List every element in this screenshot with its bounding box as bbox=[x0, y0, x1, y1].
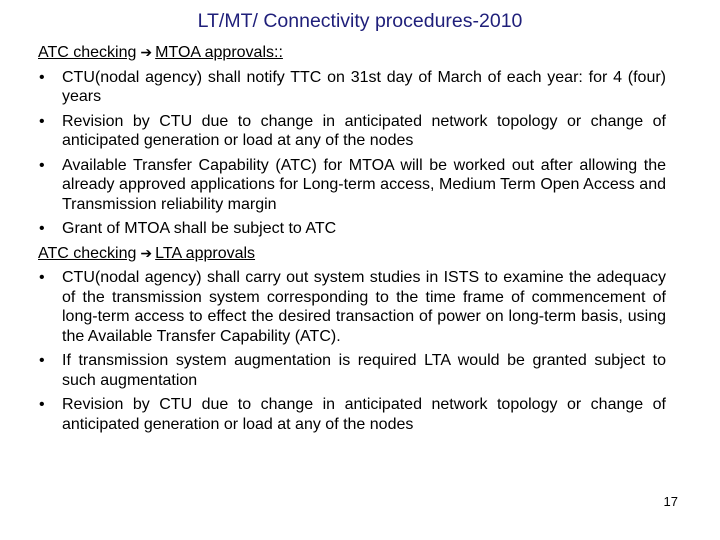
list-item-text: Available Transfer Capability (ATC) for MTOA will be worked out after allowing the already approved applications for Long-term access, Medium Term Open Access and Transmission reliability margin bbox=[62, 156, 666, 213]
bullet-icon: • bbox=[39, 220, 45, 237]
section-mtoa bbox=[38, 43, 666, 239]
list-item bbox=[38, 268, 666, 346]
list-item-text: Revision by CTU due to change in anticipated network topology or change of anticipated generation or load at any of the nodes bbox=[62, 112, 666, 149]
list-item-text: Grant of MTOA shall be subject to ATC bbox=[62, 220, 337, 237]
list-item bbox=[38, 351, 666, 390]
page-number: 17 bbox=[663, 494, 678, 509]
bullet-icon: • bbox=[39, 269, 45, 286]
slide-title: LT/MT/ Connectivity procedures-2010 bbox=[197, 10, 523, 32]
heading-suffix: MTOA approvals:: bbox=[155, 44, 283, 61]
list-item bbox=[38, 395, 666, 434]
arrow-right-icon: ➔ bbox=[140, 244, 153, 261]
list-item-text: CTU(nodal agency) shall carry out system studies in ISTS to examine the adequacy of the transmission system corresponding to the time frame of commencement of long-term access to effect the desired transaction of power on long-term basis, using the Available Transfer Capability (ATC). bbox=[62, 269, 666, 345]
list-item bbox=[38, 112, 666, 151]
list-item-text: Revision by CTU due to change in anticipated network topology or change of anticipated generation or load at any of the nodes bbox=[62, 396, 666, 433]
bullet-icon: • bbox=[39, 68, 45, 86]
bullet-icon: • bbox=[39, 112, 45, 130]
heading-prefix: ATC checking bbox=[38, 44, 137, 61]
heading-prefix: ATC checking bbox=[38, 244, 137, 262]
slide-content bbox=[38, 43, 666, 439]
section-heading bbox=[38, 43, 666, 63]
arrow-right-icon: ➔ bbox=[140, 44, 153, 60]
section-lta bbox=[38, 244, 666, 435]
list-item bbox=[38, 219, 666, 239]
section-heading bbox=[38, 244, 666, 264]
bullet-list bbox=[38, 268, 666, 434]
bullet-list bbox=[38, 68, 666, 239]
list-item bbox=[38, 68, 666, 107]
list-item bbox=[38, 156, 666, 215]
list-item-text: If transmission system augmentation is required LTA would be granted subject to such augmentation bbox=[62, 352, 666, 389]
bullet-icon: • bbox=[39, 156, 45, 174]
bullet-icon: • bbox=[39, 396, 45, 413]
list-item-text: CTU(nodal agency) shall notify TTC on 31st day of March of each year: for 4 (four) years bbox=[62, 68, 666, 105]
heading-suffix: LTA approvals bbox=[155, 244, 256, 262]
bullet-icon: • bbox=[39, 352, 45, 369]
